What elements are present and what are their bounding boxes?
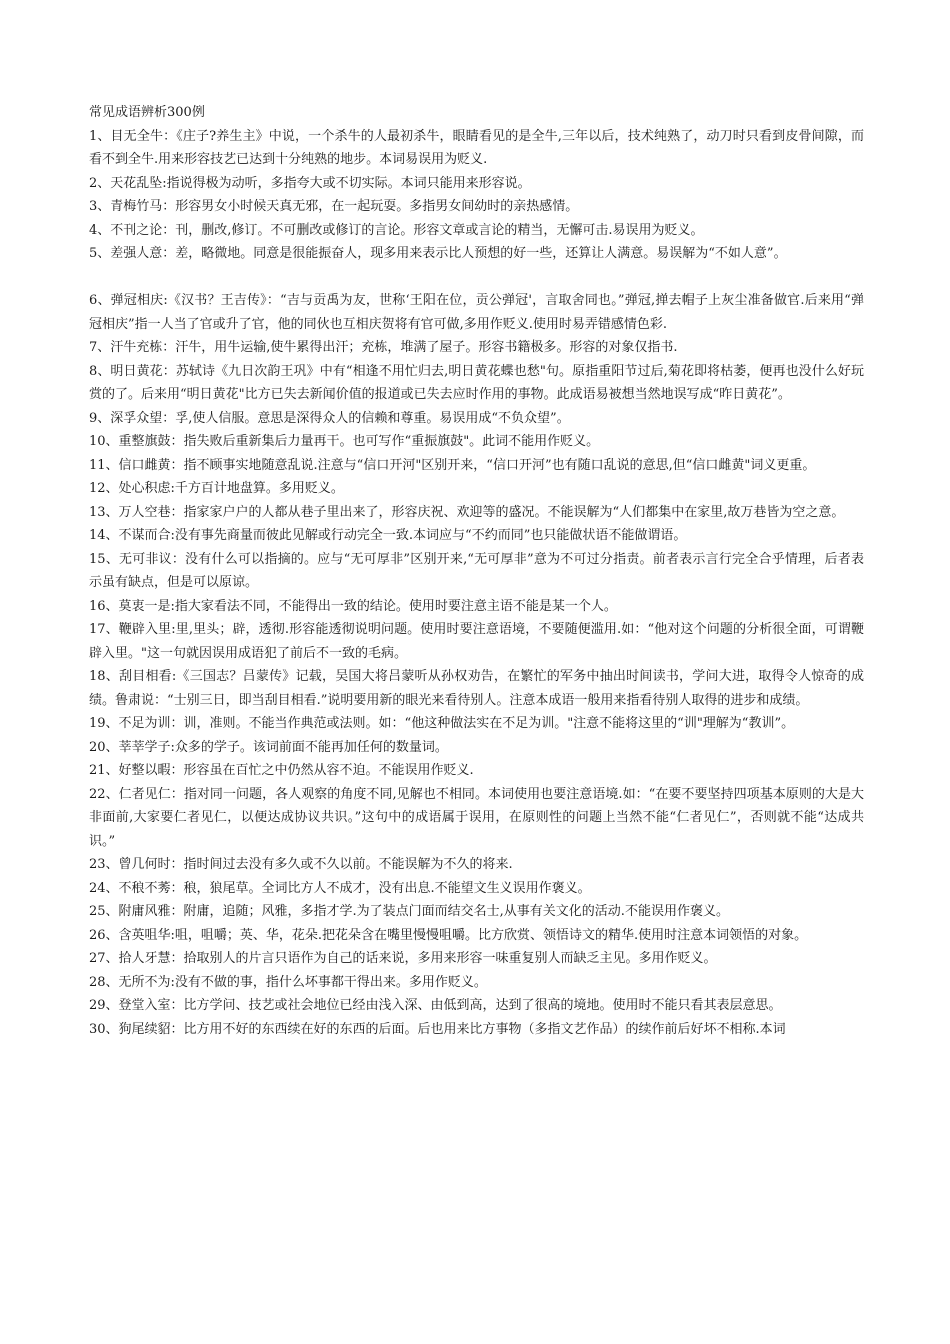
entry-4: 4、不刊之论：刊，删改,修订。不可删改或修订的言论。形容文章或言论的精当，无懈可击.易误用为贬义。	[89, 222, 704, 238]
entry-14: 14、不谋而合:没有事先商量而彼此见解或行动完全一致.本词应与“不约而同”也只能做状语不能做谓语。	[89, 528, 687, 543]
entry-6: 6、弹冠相庆:《汉书？王吉传》：“吉与贡禹为友，世称‘王阳在位，贡公弹冠'，言取舍同也。”弹冠,掸去帽子上灰尘准备做官.后来用“弹冠相庆”指一人当了官或升了官，他的同伙也互相庆贺将有官可做,多用作贬义.使用时易弄错感情色彩.	[89, 293, 864, 332]
entry-28: 28、无所不为:没有不做的事，指什么坏事都干得出来。多用作贬义。	[89, 974, 487, 990]
entry-24: 24、不稂不莠：稂，狼尾草。全词比方人不成才，没有出息.不能望文生义误用作褒义。	[89, 880, 591, 896]
entry-12: 12、处心积虑:千方百计地盘算。多用贬义。	[89, 481, 344, 496]
entry-16: 16、莫衷一是:指大家看法不同，不能得出一致的结论。使用时要注意主语不能是某一个人。	[89, 598, 617, 614]
document-title: 常见成语辨析300例	[89, 105, 205, 120]
entry-2: 2、天花乱坠:指说得极为动听，多指夸大或不切实际。本词只能用来形容说。	[89, 175, 531, 191]
entry-20: 20、莘莘学子:众多的学子。该词前面不能再加任何的数量词。	[89, 739, 448, 755]
entry-17: 17、鞭辟入里:里,里头；辟，透彻.形容能透彻说明问题。使用时要注意语境，不要随便滥用.如：“他对这个问题的分析很全面，可谓鞭辟入里。"这一句就因误用成语犯了前后不一致的毛病。	[89, 622, 864, 661]
entry-21: 21、好整以暇：形容虽在百忙之中仍然从容不迫。不能误用作贬义.	[89, 763, 474, 778]
entry-23: 23、曾几何时：指时间过去没有多久或不久以前。不能误解为不久的将来.	[89, 857, 513, 872]
document-body	[89, 101, 864, 1041]
entry-30: 30、狗尾续貂：比方用不好的东西续在好的东西的后面。后也用来比方事物（多指文艺作品）的续作前后好坏不相称.本词	[89, 1021, 786, 1037]
entry-11: 11、信口雌黄：指不顾事实地随意乱说.注意与“信口开河"区别开来，“信口开河”也有随口乱说的意思,但“信口雌黄"词义更重。	[89, 457, 816, 473]
entry-19: 19、不足为训：训，准则。不能当作典范或法则。如：“他这种做法实在不足为训。"注意不能将这里的“训"理解为“教训”。	[89, 716, 795, 731]
entry-13: 13、万人空巷：指家家户户的人都从巷子里出来了，形容庆祝、欢迎等的盛况。不能误解为“人们都集中在家里,故万巷皆为空之意。	[89, 504, 845, 520]
entry-27: 27、拾人牙慧：拾取别人的片言只语作为自己的话来说，多用来形容一味重复别人而缺乏主见。多用作贬义。	[89, 951, 717, 966]
entry-25: 25、附庸风雅：附庸，追随；风雅，多指才学.为了装点门面而结交名士,从事有关文化的活动.不能误用作褒义。	[89, 904, 729, 919]
entry-10: 10、重整旗鼓：指失败后重新集后力量再干。也可写作“重振旗鼓"。此词不能用作贬义。	[89, 434, 600, 449]
entry-1: 1、目无全牛：《庄子?养生主》中说，一个杀牛的人最初杀牛，眼睛看见的是全牛,三年以后，技术纯熟了，动刀时只看到皮骨间隙，而看不到全牛.用来形容技艺已达到十分纯熟的地步。本词易误用为贬义.	[89, 128, 864, 167]
blank-line	[89, 266, 864, 290]
entry-18: 18、刮目相看:《三国志？吕蒙传》记载，吴国大将吕蒙听从孙权劝告，在繁忙的军务中抽出时间读书，学问大进，取得令人惊奇的成绩。鲁肃说：“士别三日，即当刮目相看.”说明要用新的眼光来看待别人。注意本成语一般用来指看待别人取得的进步和成绩。	[89, 669, 864, 708]
entry-22: 22、仁者见仁：指对同一问题，各人观察的角度不同,见解也不相同。本词使用也要注意语境.如：“在要不要坚持四项基本原则的大是大非面前,大家要仁者见仁，以便达成协议共识。”这句中的成语属于误用，在原则性的问题上当然不能“仁者见仁”，否则就不能“达成共识。”	[89, 786, 864, 849]
entry-7: 7、汗牛充栋：汗牛，用牛运输,使牛累得出汗；充栋，堆满了屋子。形容书籍极多。形容的对象仅指书.	[89, 340, 678, 355]
entry-29: 29、登堂入室：比方学问、技艺或社会地位已经由浅入深、由低到高，达到了很高的境地。使用时不能只看其表层意思。	[89, 998, 782, 1013]
entry-8: 8、明日黄花：苏轼诗《九日次韵王巩》中有“相逢不用忙归去,明日黄花蝶也愁"句。原指重阳节过后,菊花即将枯萎，便再也没什么好玩赏的了。后来用“明日黄花"比方已失去新闻价值的报道或已失去应时作用的事物。此成语易被想当然地误写成“昨日黄花”。	[89, 363, 864, 402]
entry-26: 26、含英咀华:咀，咀嚼；英、华，花朵.把花朵含在嘴里慢慢咀嚼。比方欣赏、领悟诗文的精华.使用时注意本词领悟的对象。	[89, 927, 808, 943]
entry-5: 5、差强人意：差，略微地。同意是很能振奋人，现多用来表示比人预想的好一些，还算让人满意。易误解为“不如人意”。	[89, 246, 787, 261]
entry-9: 9、深孚众望：孚,使人信服。意思是深得众人的信赖和尊重。易误用成“不负众望”。	[89, 410, 570, 426]
entry-3: 3、青梅竹马：形容男女小时候天真无邪，在一起玩耍。多指男女间幼时的亲热感情。	[89, 199, 579, 214]
entry-15: 15、无可非议：没有什么可以指摘的。应与“无可厚非”区别开来,“无可厚非”意为不可过分指责。前者表示言行完全合乎情理，后者表示虽有缺点，但是可以原谅。	[89, 551, 864, 590]
